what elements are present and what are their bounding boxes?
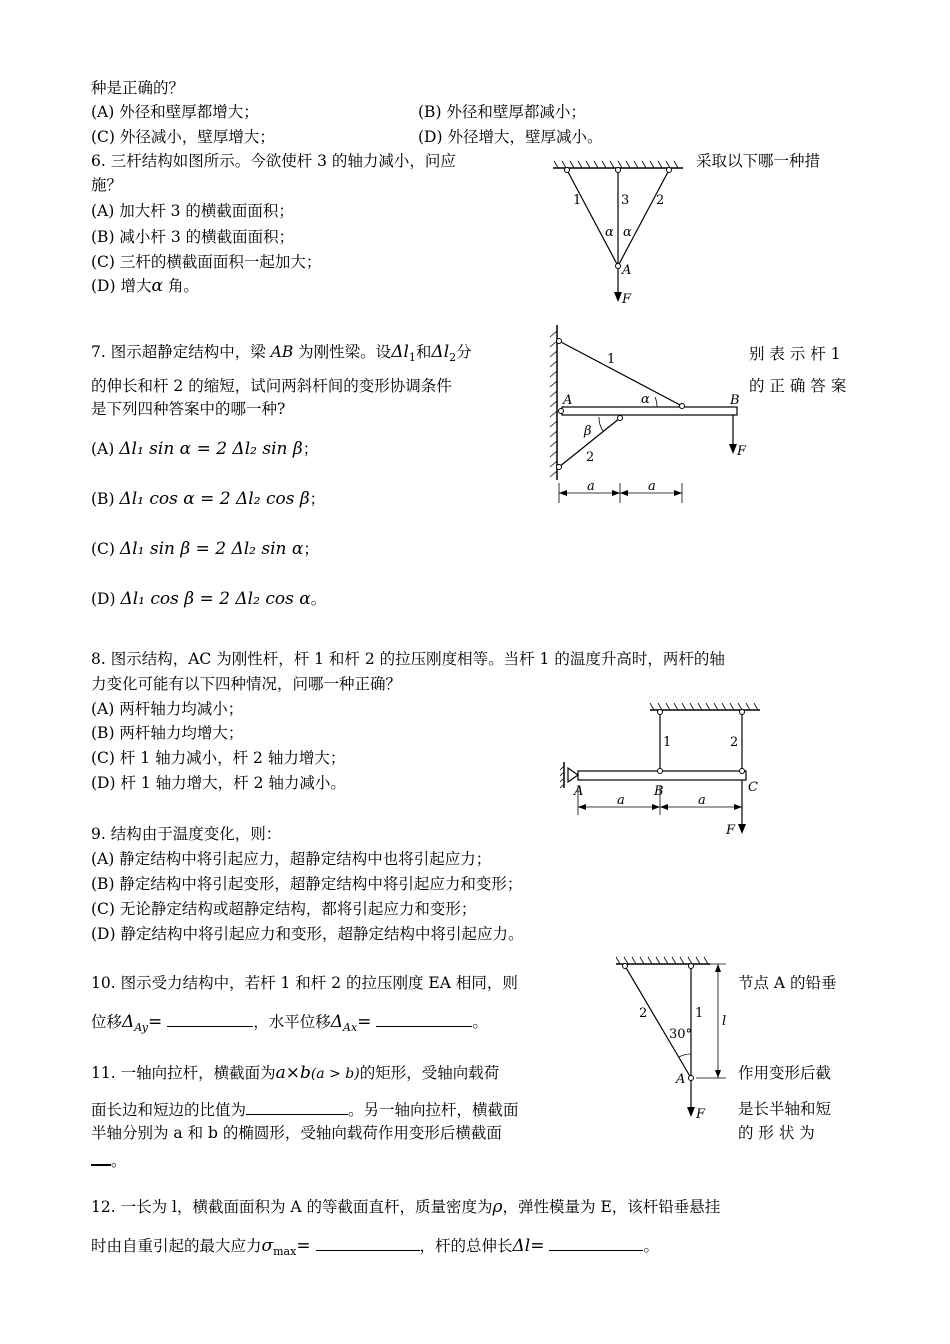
q7-option-d: (D) Δl₁ cos β = 2 Δl₂ cos α。: [91, 589, 327, 609]
q6-option-c: (C) 三杆的横截面面积一起加大；: [91, 253, 322, 271]
alpha-right: α: [623, 225, 632, 240]
answer-blank-sigma[interactable]: [316, 1234, 420, 1251]
q5-option-b: (B) 外径和壁厚都减小；: [418, 103, 586, 121]
q11-stem-line2: 面长边和短边的比值为 。另一轴向拉杆，横截面: [91, 1098, 519, 1121]
q10-stem-left: 10. 图示受力结构中，若杆 1 和杆 2 的拉压刚度 EA 相同，则: [91, 974, 518, 992]
q7-figure: [545, 325, 760, 520]
point-c-label: C: [748, 780, 758, 795]
q11-stem-right2: 是长半轴和短: [738, 1100, 832, 1118]
q7-option-a: (A) Δl₁ sin α = 2 Δl₂ sin β；: [91, 439, 319, 459]
q7-stem-line3: 是下列四种答案中的哪一种?: [91, 400, 286, 418]
q11-stem-line4: 。: [91, 1148, 127, 1172]
bar-label-3: 3: [621, 193, 630, 208]
q11-stem-line3: 半轴分别为 a 和 b 的椭圆形，受轴向载荷作用变形后横截面: [91, 1124, 502, 1142]
force-f-label: F: [737, 444, 747, 459]
q9-option-d: (D) 静定结构中将引起应力和变形，超静定结构中将引起应力。: [91, 925, 524, 943]
bar-label-2: 2: [639, 1006, 648, 1021]
point-a-label: A: [563, 393, 573, 408]
q6-option-b: (B) 减小杆 3 的横截面面积；: [91, 228, 295, 246]
q6-option-a: (A) 加大杆 3 的横截面面积；: [91, 202, 294, 220]
force-f-label: F: [622, 292, 632, 307]
beta-label: β: [584, 424, 592, 439]
node-a-label: A: [676, 1072, 686, 1087]
answer-blank-ax[interactable]: [376, 1010, 472, 1027]
dim-a2-label: a: [698, 793, 706, 808]
q6-stem-left: 6. 三杆结构如图所示。今欲使杆 3 的轴力减小，问应: [91, 152, 456, 170]
q8-stem-line2: 力变化可能有以下四种情况，问哪一种正确？: [91, 675, 402, 693]
q5-option-d: (D) 外径增大，壁厚减小。: [418, 128, 603, 146]
bar-label-1: 1: [573, 193, 582, 208]
answer-blank-shape[interactable]: [91, 1148, 111, 1166]
answer-blank-ratio[interactable]: [246, 1098, 348, 1115]
q12-stem-line2: 时由自重引起的最大应力$\sigma_{max}=$ ，杆的总伸长Δl= 。: [91, 1236, 659, 1259]
bar-label-1: 1: [607, 352, 616, 367]
bar-label-1: 1: [695, 1006, 704, 1021]
q10-figure: [610, 955, 745, 1125]
dim-a1-label: a: [617, 793, 625, 808]
q5-option-a: (A) 外径和壁厚都增大；: [91, 103, 259, 121]
q8-option-b: (B) 两杆轴力均增大；: [91, 724, 244, 742]
alpha-label: α: [641, 392, 650, 407]
q11-stem-line1: 11. 一轴向拉杆，横截面为a×b(a > b)的矩形，受轴向载荷: [91, 1063, 500, 1083]
q8-stem-line1: 8. 图示结构，AC 为刚性杆，杆 1 和杆 2 的拉压刚度相等。当杆 1 的温度升高时，两杆的轴: [91, 650, 725, 668]
force-f-label: F: [696, 1107, 706, 1122]
q7-stem-line2: 的伸长和杆 2 的缩短，试问两斜杆间的变形协调条件: [91, 377, 452, 395]
q10-stem-right: 节点 A 的铅垂: [738, 974, 837, 992]
q8-option-d: (D) 杆 1 轴力增大，杆 2 轴力减小。: [91, 774, 346, 792]
dim-a2-label: a: [648, 479, 656, 494]
q11-stem-right3: 的 形 状 为: [738, 1124, 815, 1142]
q8-option-a: (A) 两杆轴力均减小；: [91, 700, 244, 718]
q12-stem-line1: 12. 一长为 l，横截面面积为 A 的等截面直杆，质量密度为ρ，弹性模量为 E，该杆铅垂悬挂: [91, 1197, 721, 1217]
q11-stem-right1: 作用变形后截: [738, 1064, 832, 1082]
answer-blank-elongation[interactable]: [549, 1234, 643, 1251]
bar-label-2: 2: [656, 193, 665, 208]
dim-a1-label: a: [587, 479, 595, 494]
bar-label-2: 2: [730, 735, 739, 750]
q7-stem-right2: 的 正 确 答 案: [749, 377, 847, 395]
force-f-label: F: [726, 823, 736, 838]
q8-figure: [560, 700, 770, 840]
length-label: l: [722, 1014, 727, 1029]
angle-label: 30°: [669, 1027, 693, 1042]
q5-option-c: (C) 外径减小，壁厚增大；: [91, 128, 275, 146]
q9-option-b: (B) 静定结构中将引起变形，超静定结构中将引起应力和变形；: [91, 875, 523, 893]
q7-stem-right1: 别 表 示 杆 1: [749, 345, 841, 363]
bar-label-2: 2: [586, 450, 595, 465]
q7-stem-line1: 7. 图示超静定结构中，梁 AB 为刚性梁。设$\Delta l_1$和$\Delta l_2$分: [91, 342, 472, 365]
alpha-symbol: α: [151, 276, 163, 296]
q9-stem: 9. 结构由于温度变化，则：: [91, 825, 282, 843]
q9-option-c: (C) 无论静定结构或超静定结构，都将引起应力和变形；: [91, 900, 477, 918]
q6-figure: [550, 160, 690, 310]
q9-option-a: (A) 静定结构中将引起应力，超静定结构中也将引起应力；: [91, 850, 492, 868]
q8-option-c: (C) 杆 1 轴力减小，杆 2 轴力增大；: [91, 749, 346, 767]
q7-option-c: (C) Δl₁ sin β = 2 Δl₂ sin α；: [91, 539, 319, 559]
answer-blank-ay[interactable]: [167, 1010, 253, 1027]
point-b-label: B: [654, 784, 664, 799]
point-a-label: A: [574, 784, 584, 799]
bar-label-1: 1: [663, 735, 672, 750]
q7-option-b: (B) Δl₁ cos α = 2 Δl₂ cos β；: [91, 489, 326, 509]
point-b-label: B: [730, 393, 740, 408]
q5-stem-tail: 种是正确的？: [91, 79, 185, 97]
q6-stem-line2: 施？: [91, 176, 123, 194]
q6-stem-right: 采取以下哪一种措: [696, 152, 821, 170]
node-a-label: A: [622, 263, 632, 278]
alpha-left: α: [605, 225, 614, 240]
q10-line2: 位移$\Delta_{Ay}=$ ，水平位移$\Delta_{Ax}=$ 。: [91, 1012, 488, 1035]
q6-option-d: (D) 增大α 角。: [91, 276, 199, 296]
